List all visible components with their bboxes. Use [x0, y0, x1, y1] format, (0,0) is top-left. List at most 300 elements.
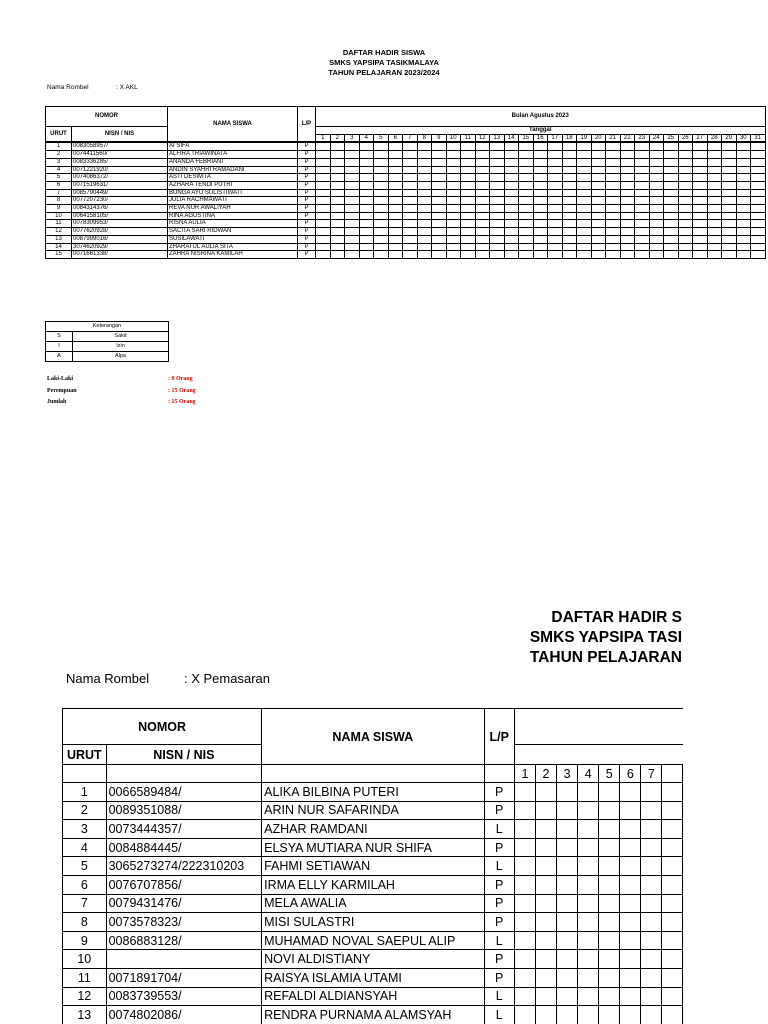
- attendance-cell[interactable]: [403, 189, 418, 197]
- attendance-cell[interactable]: [620, 820, 641, 839]
- attendance-cell[interactable]: [359, 235, 374, 243]
- attendance-cell[interactable]: [620, 151, 635, 159]
- attendance-cell[interactable]: [736, 228, 751, 236]
- attendance-cell[interactable]: [693, 220, 708, 228]
- attendance-cell[interactable]: [535, 1006, 556, 1024]
- attendance-cell[interactable]: [359, 220, 374, 228]
- attendance-cell[interactable]: [535, 950, 556, 969]
- attendance-cell[interactable]: [432, 151, 447, 159]
- attendance-cell[interactable]: [641, 801, 662, 820]
- attendance-cell[interactable]: [678, 189, 693, 197]
- attendance-cell[interactable]: [316, 158, 331, 166]
- attendance-cell[interactable]: [635, 166, 650, 174]
- attendance-cell[interactable]: [577, 174, 592, 182]
- attendance-cell[interactable]: [662, 968, 683, 987]
- attendance-cell[interactable]: [345, 143, 360, 151]
- attendance-cell[interactable]: [359, 212, 374, 220]
- attendance-cell[interactable]: [475, 205, 490, 213]
- attendance-cell[interactable]: [359, 197, 374, 205]
- attendance-cell[interactable]: [490, 228, 505, 236]
- attendance-cell[interactable]: [330, 174, 345, 182]
- attendance-cell[interactable]: [374, 158, 389, 166]
- attendance-cell[interactable]: [649, 235, 664, 243]
- attendance-cell[interactable]: [641, 894, 662, 913]
- attendance-cell[interactable]: [359, 174, 374, 182]
- attendance-cell[interactable]: [599, 987, 620, 1006]
- attendance-cell[interactable]: [664, 143, 679, 151]
- attendance-cell[interactable]: [461, 228, 476, 236]
- attendance-cell[interactable]: [374, 174, 389, 182]
- attendance-cell[interactable]: [388, 174, 403, 182]
- attendance-cell[interactable]: [562, 189, 577, 197]
- attendance-cell[interactable]: [578, 820, 599, 839]
- attendance-cell[interactable]: [490, 166, 505, 174]
- attendance-cell[interactable]: [417, 205, 432, 213]
- attendance-cell[interactable]: [557, 801, 578, 820]
- attendance-cell[interactable]: [591, 189, 606, 197]
- attendance-cell[interactable]: [490, 189, 505, 197]
- attendance-cell[interactable]: [620, 166, 635, 174]
- attendance-cell[interactable]: [432, 181, 447, 189]
- attendance-cell[interactable]: [620, 197, 635, 205]
- attendance-cell[interactable]: [475, 243, 490, 251]
- attendance-cell[interactable]: [330, 197, 345, 205]
- attendance-cell[interactable]: [345, 220, 360, 228]
- attendance-cell[interactable]: [751, 205, 766, 213]
- attendance-cell[interactable]: [620, 181, 635, 189]
- attendance-cell[interactable]: [533, 235, 548, 243]
- attendance-cell[interactable]: [578, 838, 599, 857]
- attendance-cell[interactable]: [504, 143, 519, 151]
- attendance-cell[interactable]: [599, 894, 620, 913]
- attendance-cell[interactable]: [562, 251, 577, 259]
- attendance-cell[interactable]: [461, 251, 476, 259]
- attendance-cell[interactable]: [722, 174, 737, 182]
- attendance-cell[interactable]: [678, 243, 693, 251]
- attendance-cell[interactable]: [535, 894, 556, 913]
- attendance-cell[interactable]: [606, 143, 621, 151]
- attendance-cell[interactable]: [664, 189, 679, 197]
- attendance-cell[interactable]: [693, 181, 708, 189]
- attendance-cell[interactable]: [693, 212, 708, 220]
- attendance-cell[interactable]: [664, 174, 679, 182]
- attendance-cell[interactable]: [641, 913, 662, 932]
- attendance-cell[interactable]: [620, 783, 641, 802]
- attendance-cell[interactable]: [330, 220, 345, 228]
- attendance-cell[interactable]: [535, 838, 556, 857]
- attendance-cell[interactable]: [664, 235, 679, 243]
- attendance-cell[interactable]: [693, 174, 708, 182]
- attendance-cell[interactable]: [678, 166, 693, 174]
- attendance-cell[interactable]: [664, 151, 679, 159]
- attendance-cell[interactable]: [649, 197, 664, 205]
- attendance-cell[interactable]: [417, 243, 432, 251]
- attendance-cell[interactable]: [662, 950, 683, 969]
- attendance-cell[interactable]: [548, 228, 563, 236]
- attendance-cell[interactable]: [678, 220, 693, 228]
- attendance-cell[interactable]: [599, 801, 620, 820]
- attendance-cell[interactable]: [577, 228, 592, 236]
- attendance-cell[interactable]: [599, 931, 620, 950]
- attendance-cell[interactable]: [606, 235, 621, 243]
- attendance-cell[interactable]: [577, 166, 592, 174]
- attendance-cell[interactable]: [345, 174, 360, 182]
- attendance-cell[interactable]: [606, 151, 621, 159]
- attendance-cell[interactable]: [736, 243, 751, 251]
- attendance-cell[interactable]: [635, 251, 650, 259]
- attendance-cell[interactable]: [345, 235, 360, 243]
- attendance-cell[interactable]: [693, 235, 708, 243]
- attendance-cell[interactable]: [548, 235, 563, 243]
- attendance-cell[interactable]: [374, 251, 389, 259]
- attendance-cell[interactable]: [417, 228, 432, 236]
- attendance-cell[interactable]: [562, 212, 577, 220]
- attendance-cell[interactable]: [417, 143, 432, 151]
- attendance-cell[interactable]: [736, 143, 751, 151]
- attendance-cell[interactable]: [620, 838, 641, 857]
- attendance-cell[interactable]: [475, 174, 490, 182]
- attendance-cell[interactable]: [722, 181, 737, 189]
- attendance-cell[interactable]: [557, 913, 578, 932]
- attendance-cell[interactable]: [535, 820, 556, 839]
- attendance-cell[interactable]: [330, 228, 345, 236]
- attendance-cell[interactable]: [388, 228, 403, 236]
- attendance-cell[interactable]: [359, 228, 374, 236]
- attendance-cell[interactable]: [548, 158, 563, 166]
- attendance-cell[interactable]: [635, 228, 650, 236]
- attendance-cell[interactable]: [519, 197, 534, 205]
- attendance-cell[interactable]: [519, 189, 534, 197]
- attendance-cell[interactable]: [577, 251, 592, 259]
- attendance-cell[interactable]: [374, 243, 389, 251]
- attendance-cell[interactable]: [606, 158, 621, 166]
- attendance-cell[interactable]: [519, 143, 534, 151]
- attendance-cell[interactable]: [641, 968, 662, 987]
- attendance-cell[interactable]: [578, 783, 599, 802]
- attendance-cell[interactable]: [620, 913, 641, 932]
- attendance-cell[interactable]: [432, 235, 447, 243]
- attendance-cell[interactable]: [641, 931, 662, 950]
- attendance-cell[interactable]: [461, 158, 476, 166]
- attendance-cell[interactable]: [707, 158, 722, 166]
- attendance-cell[interactable]: [722, 251, 737, 259]
- attendance-cell[interactable]: [649, 228, 664, 236]
- attendance-cell[interactable]: [345, 158, 360, 166]
- attendance-cell[interactable]: [620, 968, 641, 987]
- attendance-cell[interactable]: [514, 838, 535, 857]
- attendance-cell[interactable]: [514, 913, 535, 932]
- attendance-cell[interactable]: [751, 166, 766, 174]
- attendance-cell[interactable]: [519, 228, 534, 236]
- attendance-cell[interactable]: [359, 143, 374, 151]
- attendance-cell[interactable]: [662, 838, 683, 857]
- attendance-cell[interactable]: [591, 143, 606, 151]
- attendance-cell[interactable]: [548, 151, 563, 159]
- attendance-cell[interactable]: [490, 143, 505, 151]
- attendance-cell[interactable]: [432, 251, 447, 259]
- attendance-cell[interactable]: [620, 894, 641, 913]
- attendance-cell[interactable]: [548, 197, 563, 205]
- attendance-cell[interactable]: [722, 243, 737, 251]
- attendance-cell[interactable]: [678, 158, 693, 166]
- attendance-cell[interactable]: [620, 158, 635, 166]
- attendance-cell[interactable]: [620, 931, 641, 950]
- attendance-cell[interactable]: [417, 174, 432, 182]
- attendance-cell[interactable]: [330, 181, 345, 189]
- attendance-cell[interactable]: [548, 220, 563, 228]
- attendance-cell[interactable]: [519, 166, 534, 174]
- attendance-cell[interactable]: [490, 197, 505, 205]
- attendance-cell[interactable]: [693, 228, 708, 236]
- attendance-cell[interactable]: [533, 205, 548, 213]
- attendance-cell[interactable]: [388, 166, 403, 174]
- attendance-cell[interactable]: [446, 151, 461, 159]
- attendance-cell[interactable]: [330, 151, 345, 159]
- attendance-cell[interactable]: [461, 143, 476, 151]
- attendance-cell[interactable]: [504, 220, 519, 228]
- attendance-cell[interactable]: [446, 228, 461, 236]
- attendance-cell[interactable]: [664, 197, 679, 205]
- attendance-cell[interactable]: [678, 228, 693, 236]
- attendance-cell[interactable]: [514, 857, 535, 876]
- attendance-cell[interactable]: [388, 181, 403, 189]
- attendance-cell[interactable]: [557, 820, 578, 839]
- attendance-cell[interactable]: [722, 143, 737, 151]
- attendance-cell[interactable]: [591, 181, 606, 189]
- attendance-cell[interactable]: [620, 212, 635, 220]
- attendance-cell[interactable]: [519, 205, 534, 213]
- attendance-cell[interactable]: [417, 158, 432, 166]
- attendance-cell[interactable]: [751, 212, 766, 220]
- attendance-cell[interactable]: [461, 166, 476, 174]
- attendance-cell[interactable]: [403, 251, 418, 259]
- attendance-cell[interactable]: [504, 235, 519, 243]
- attendance-cell[interactable]: [620, 143, 635, 151]
- attendance-cell[interactable]: [751, 220, 766, 228]
- attendance-cell[interactable]: [641, 857, 662, 876]
- attendance-cell[interactable]: [446, 158, 461, 166]
- attendance-cell[interactable]: [490, 158, 505, 166]
- attendance-cell[interactable]: [374, 143, 389, 151]
- attendance-cell[interactable]: [316, 166, 331, 174]
- attendance-cell[interactable]: [417, 212, 432, 220]
- attendance-cell[interactable]: [374, 205, 389, 213]
- attendance-cell[interactable]: [417, 166, 432, 174]
- attendance-cell[interactable]: [490, 243, 505, 251]
- attendance-cell[interactable]: [490, 220, 505, 228]
- attendance-cell[interactable]: [620, 1006, 641, 1024]
- attendance-cell[interactable]: [359, 205, 374, 213]
- attendance-cell[interactable]: [649, 166, 664, 174]
- attendance-cell[interactable]: [316, 251, 331, 259]
- attendance-cell[interactable]: [578, 931, 599, 950]
- attendance-cell[interactable]: [446, 174, 461, 182]
- attendance-cell[interactable]: [620, 950, 641, 969]
- attendance-cell[interactable]: [635, 197, 650, 205]
- attendance-cell[interactable]: [635, 212, 650, 220]
- attendance-cell[interactable]: [519, 243, 534, 251]
- attendance-cell[interactable]: [635, 243, 650, 251]
- attendance-cell[interactable]: [374, 212, 389, 220]
- attendance-cell[interactable]: [599, 1006, 620, 1024]
- attendance-cell[interactable]: [461, 189, 476, 197]
- attendance-cell[interactable]: [345, 181, 360, 189]
- attendance-cell[interactable]: [641, 1006, 662, 1024]
- attendance-cell[interactable]: [649, 205, 664, 213]
- attendance-cell[interactable]: [548, 251, 563, 259]
- attendance-cell[interactable]: [599, 820, 620, 839]
- attendance-cell[interactable]: [461, 243, 476, 251]
- attendance-cell[interactable]: [649, 220, 664, 228]
- attendance-cell[interactable]: [577, 212, 592, 220]
- attendance-cell[interactable]: [316, 212, 331, 220]
- attendance-cell[interactable]: [664, 243, 679, 251]
- attendance-cell[interactable]: [557, 968, 578, 987]
- attendance-cell[interactable]: [562, 151, 577, 159]
- attendance-cell[interactable]: [591, 228, 606, 236]
- attendance-cell[interactable]: [535, 931, 556, 950]
- attendance-cell[interactable]: [620, 174, 635, 182]
- attendance-cell[interactable]: [345, 243, 360, 251]
- attendance-cell[interactable]: [374, 235, 389, 243]
- attendance-cell[interactable]: [403, 181, 418, 189]
- attendance-cell[interactable]: [662, 894, 683, 913]
- attendance-cell[interactable]: [432, 212, 447, 220]
- attendance-cell[interactable]: [475, 151, 490, 159]
- attendance-cell[interactable]: [330, 212, 345, 220]
- attendance-cell[interactable]: [475, 189, 490, 197]
- attendance-cell[interactable]: [641, 820, 662, 839]
- attendance-cell[interactable]: [736, 220, 751, 228]
- attendance-cell[interactable]: [606, 220, 621, 228]
- attendance-cell[interactable]: [388, 197, 403, 205]
- attendance-cell[interactable]: [533, 197, 548, 205]
- attendance-cell[interactable]: [707, 228, 722, 236]
- attendance-cell[interactable]: [374, 197, 389, 205]
- attendance-cell[interactable]: [316, 151, 331, 159]
- attendance-cell[interactable]: [751, 197, 766, 205]
- attendance-cell[interactable]: [662, 820, 683, 839]
- attendance-cell[interactable]: [417, 151, 432, 159]
- attendance-cell[interactable]: [533, 189, 548, 197]
- attendance-cell[interactable]: [722, 197, 737, 205]
- attendance-cell[interactable]: [678, 251, 693, 259]
- attendance-cell[interactable]: [599, 783, 620, 802]
- attendance-cell[interactable]: [461, 212, 476, 220]
- attendance-cell[interactable]: [403, 143, 418, 151]
- attendance-cell[interactable]: [557, 931, 578, 950]
- attendance-cell[interactable]: [316, 228, 331, 236]
- attendance-cell[interactable]: [693, 151, 708, 159]
- attendance-cell[interactable]: [388, 212, 403, 220]
- attendance-cell[interactable]: [432, 143, 447, 151]
- attendance-cell[interactable]: [535, 857, 556, 876]
- attendance-cell[interactable]: [548, 174, 563, 182]
- attendance-cell[interactable]: [475, 235, 490, 243]
- attendance-cell[interactable]: [635, 235, 650, 243]
- attendance-cell[interactable]: [504, 189, 519, 197]
- attendance-cell[interactable]: [461, 151, 476, 159]
- attendance-cell[interactable]: [678, 174, 693, 182]
- attendance-cell[interactable]: [417, 197, 432, 205]
- attendance-cell[interactable]: [649, 212, 664, 220]
- attendance-cell[interactable]: [693, 205, 708, 213]
- attendance-cell[interactable]: [359, 151, 374, 159]
- attendance-cell[interactable]: [345, 212, 360, 220]
- attendance-cell[interactable]: [490, 174, 505, 182]
- attendance-cell[interactable]: [345, 205, 360, 213]
- attendance-cell[interactable]: [519, 174, 534, 182]
- attendance-cell[interactable]: [533, 220, 548, 228]
- attendance-cell[interactable]: [620, 875, 641, 894]
- attendance-cell[interactable]: [641, 987, 662, 1006]
- attendance-cell[interactable]: [316, 205, 331, 213]
- attendance-cell[interactable]: [461, 205, 476, 213]
- attendance-cell[interactable]: [736, 212, 751, 220]
- attendance-cell[interactable]: [432, 197, 447, 205]
- attendance-cell[interactable]: [446, 220, 461, 228]
- attendance-cell[interactable]: [578, 894, 599, 913]
- attendance-cell[interactable]: [388, 251, 403, 259]
- attendance-cell[interactable]: [562, 143, 577, 151]
- attendance-cell[interactable]: [535, 913, 556, 932]
- attendance-cell[interactable]: [316, 181, 331, 189]
- attendance-cell[interactable]: [403, 158, 418, 166]
- attendance-cell[interactable]: [641, 838, 662, 857]
- attendance-cell[interactable]: [316, 189, 331, 197]
- attendance-cell[interactable]: [641, 783, 662, 802]
- attendance-cell[interactable]: [432, 228, 447, 236]
- attendance-cell[interactable]: [562, 166, 577, 174]
- attendance-cell[interactable]: [403, 174, 418, 182]
- attendance-cell[interactable]: [461, 235, 476, 243]
- attendance-cell[interactable]: [504, 174, 519, 182]
- attendance-cell[interactable]: [533, 212, 548, 220]
- attendance-cell[interactable]: [577, 181, 592, 189]
- attendance-cell[interactable]: [693, 197, 708, 205]
- attendance-cell[interactable]: [548, 181, 563, 189]
- attendance-cell[interactable]: [490, 235, 505, 243]
- attendance-cell[interactable]: [577, 243, 592, 251]
- attendance-cell[interactable]: [432, 243, 447, 251]
- attendance-cell[interactable]: [461, 181, 476, 189]
- attendance-cell[interactable]: [641, 950, 662, 969]
- attendance-cell[interactable]: [548, 143, 563, 151]
- attendance-cell[interactable]: [533, 166, 548, 174]
- attendance-cell[interactable]: [562, 181, 577, 189]
- attendance-cell[interactable]: [359, 189, 374, 197]
- attendance-cell[interactable]: [490, 212, 505, 220]
- attendance-cell[interactable]: [388, 235, 403, 243]
- attendance-cell[interactable]: [345, 197, 360, 205]
- attendance-cell[interactable]: [388, 220, 403, 228]
- attendance-cell[interactable]: [707, 212, 722, 220]
- attendance-cell[interactable]: [678, 181, 693, 189]
- attendance-cell[interactable]: [519, 158, 534, 166]
- attendance-cell[interactable]: [432, 220, 447, 228]
- attendance-cell[interactable]: [514, 1006, 535, 1024]
- attendance-cell[interactable]: [446, 197, 461, 205]
- attendance-cell[interactable]: [649, 181, 664, 189]
- attendance-cell[interactable]: [591, 174, 606, 182]
- attendance-cell[interactable]: [722, 212, 737, 220]
- attendance-cell[interactable]: [504, 197, 519, 205]
- attendance-cell[interactable]: [707, 189, 722, 197]
- attendance-cell[interactable]: [635, 220, 650, 228]
- attendance-cell[interactable]: [533, 228, 548, 236]
- attendance-cell[interactable]: [388, 158, 403, 166]
- attendance-cell[interactable]: [751, 181, 766, 189]
